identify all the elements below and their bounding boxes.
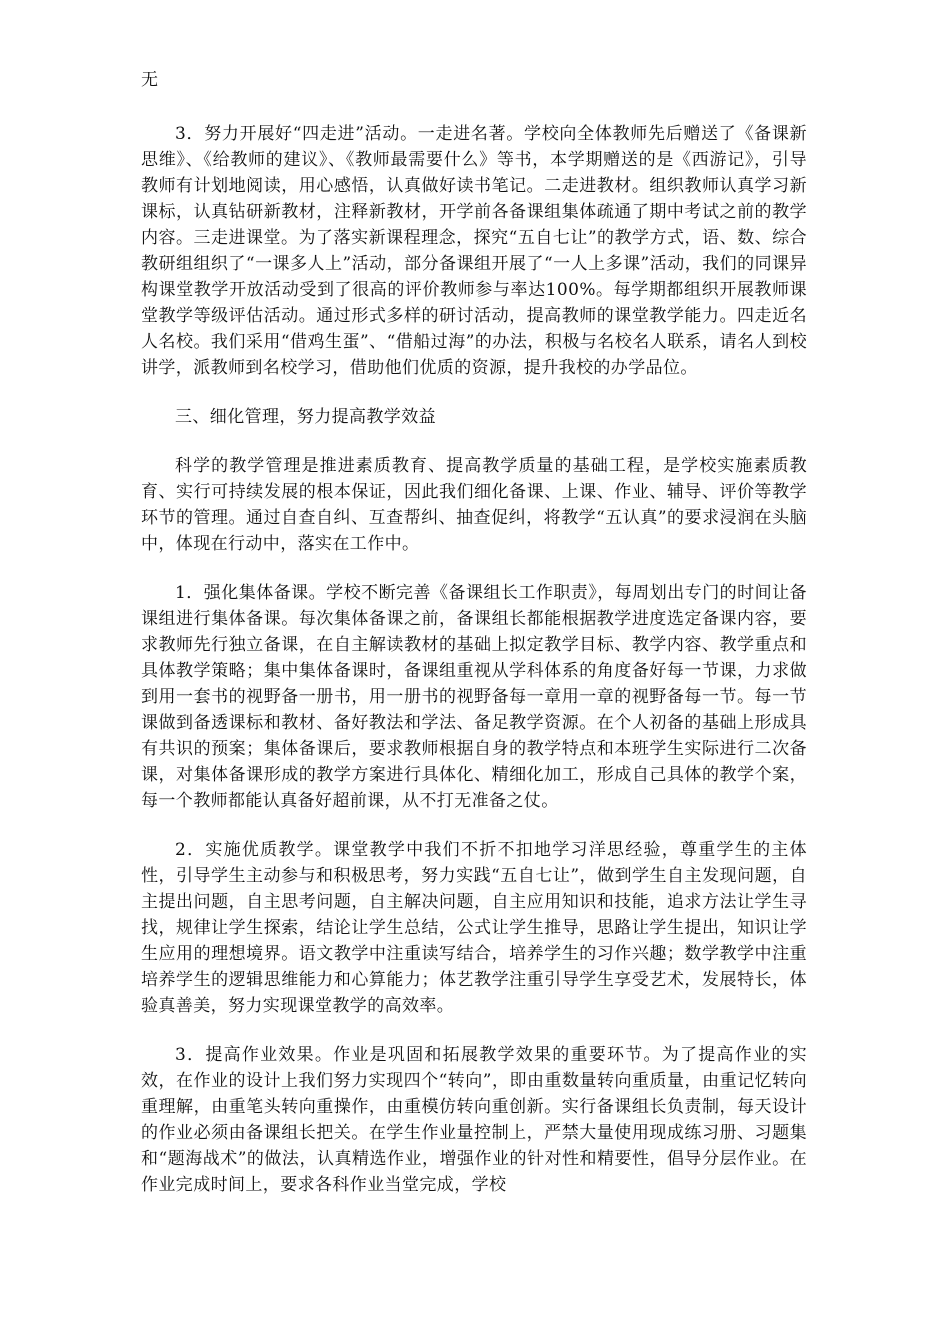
paragraph-collective-lesson-prep: 1．强化集体备课。学校不断完善《备课组长工作职责》，每周划出专门的时间让备课组进行集体备课。每次集体备课之前，备课组长都能根据教学进度选定备课内容，要求教师先行独立备课，在自主解读教材的基础上拟定教学目标、教学内容、教学重点和具体教学策略；集中集体备课时，备课组重视从学科体系的角度备好每一节课，力求做到用一套书的视野备一册书，用一册书的视野备每一章用一章的视野备每一节。每一节课做到备透课标和教材、备好教法和学法、备足教学资源。在个人初备的基础上形成具有共识的预案；集体备课后，要求教师根据自身的教学特点和本班学生实际进行二次备课，对集体备课形成的教学方案进行具体化、精细化加工，形成自己具体的教学个案，每一个教师都能认真备好超前课，从不打无准备之仗。 [141, 583, 807, 811]
paragraph-quality-teaching: 2．实施优质教学。课堂教学中我们不折不扣地学习洋思经验，尊重学生的主体性，引导学生主动参与和积极思考，努力实践“五自七让”，做到学生自主发现问题，自主提出问题，自主思考问题，自主解决问题，自主应用知识和技能，追求方法让学生寻找，规律让学生探索，结论让学生总结，公式让学生推导，思路让学生提出，知识让学生应用的理想境界。语文教学中注重读写结合，培养学生的习作兴趣；数学教学中注重培养学生的逻辑思维能力和心算能力；体艺教学注重引导学生享受艺术，发展特长，体验真善美，努力实现课堂教学的高效率。 [141, 840, 807, 1016]
paragraph-four-walk-in-activities: 3．努力开展好“四走进”活动。一走进名著。学校向全体教师先后赠送了《备课新思维》、《给教师的建议》、《教师最需要什么》等书，本学期赠送的是《西游记》，引导教师有计划地阅读，用心感悟，认真做好读书笔记。二走进教材。组织教师认真学习新课标，认真钻研新教材，注释新教材，开学前各备课组集体疏通了期中考试之前的教学内容。三走进课堂。为了落实新课程理念，探究“五自七让”的教学方式，语、数、综合教研组组织了“一课多人上”活动，部分备课组开展了“一人上多课”活动，我们的同课异构课堂教学开放活动受到了很高的评价教师参与率达100%。每学期都组织开展教师课堂教学等级评估活动。通过形式多样的研讨活动，提高教师的课堂教学能力。四走近名人名校。我们采用“借鸡生蛋”、“借船过海”的办法，积极与名校名人联系，请名人到校讲学，派教师到名校学习，借助他们优质的资源，提升我校的办学品位。 [141, 124, 807, 378]
page-header: 无 [141, 70, 158, 90]
document-body [141, 121, 807, 1221]
paragraph-homework-effectiveness: 3．提高作业效果。作业是巩固和拓展教学效果的重要环节。为了提高作业的实效，在作业的设计上我们努力实现四个“转向”，即由重数量转向重质量，由重记忆转向重理解，由重笔头转向重操作，由重模仿转向重创新。实行备课组长负责制，每天设计的作业必须由备课组长把关。在学生作业量控制上，严禁大量使用现成练习册、习题集和“题海战术”的做法，认真精选作业，增强作业的针对性和精要性，倡导分层作业。在作业完成时间上，要求各科作业当堂完成，学校 [141, 1045, 807, 1195]
section-heading-refined-management: 三、细化管理，努力提高教学效益 [175, 407, 436, 427]
paragraph-teaching-management: 科学的教学管理是推进素质教育、提高教学质量的基础工程，是学校实施素质教育、实行可持续发展的根本保证，因此我们细化备课、上课、作业、辅导、评价等教学环节的管理。通过自查自纠、互查帮纠、抽查促纠，将教学“五认真”的要求浸润在头脑中，体现在行动中，落实在工作中。 [141, 456, 807, 554]
